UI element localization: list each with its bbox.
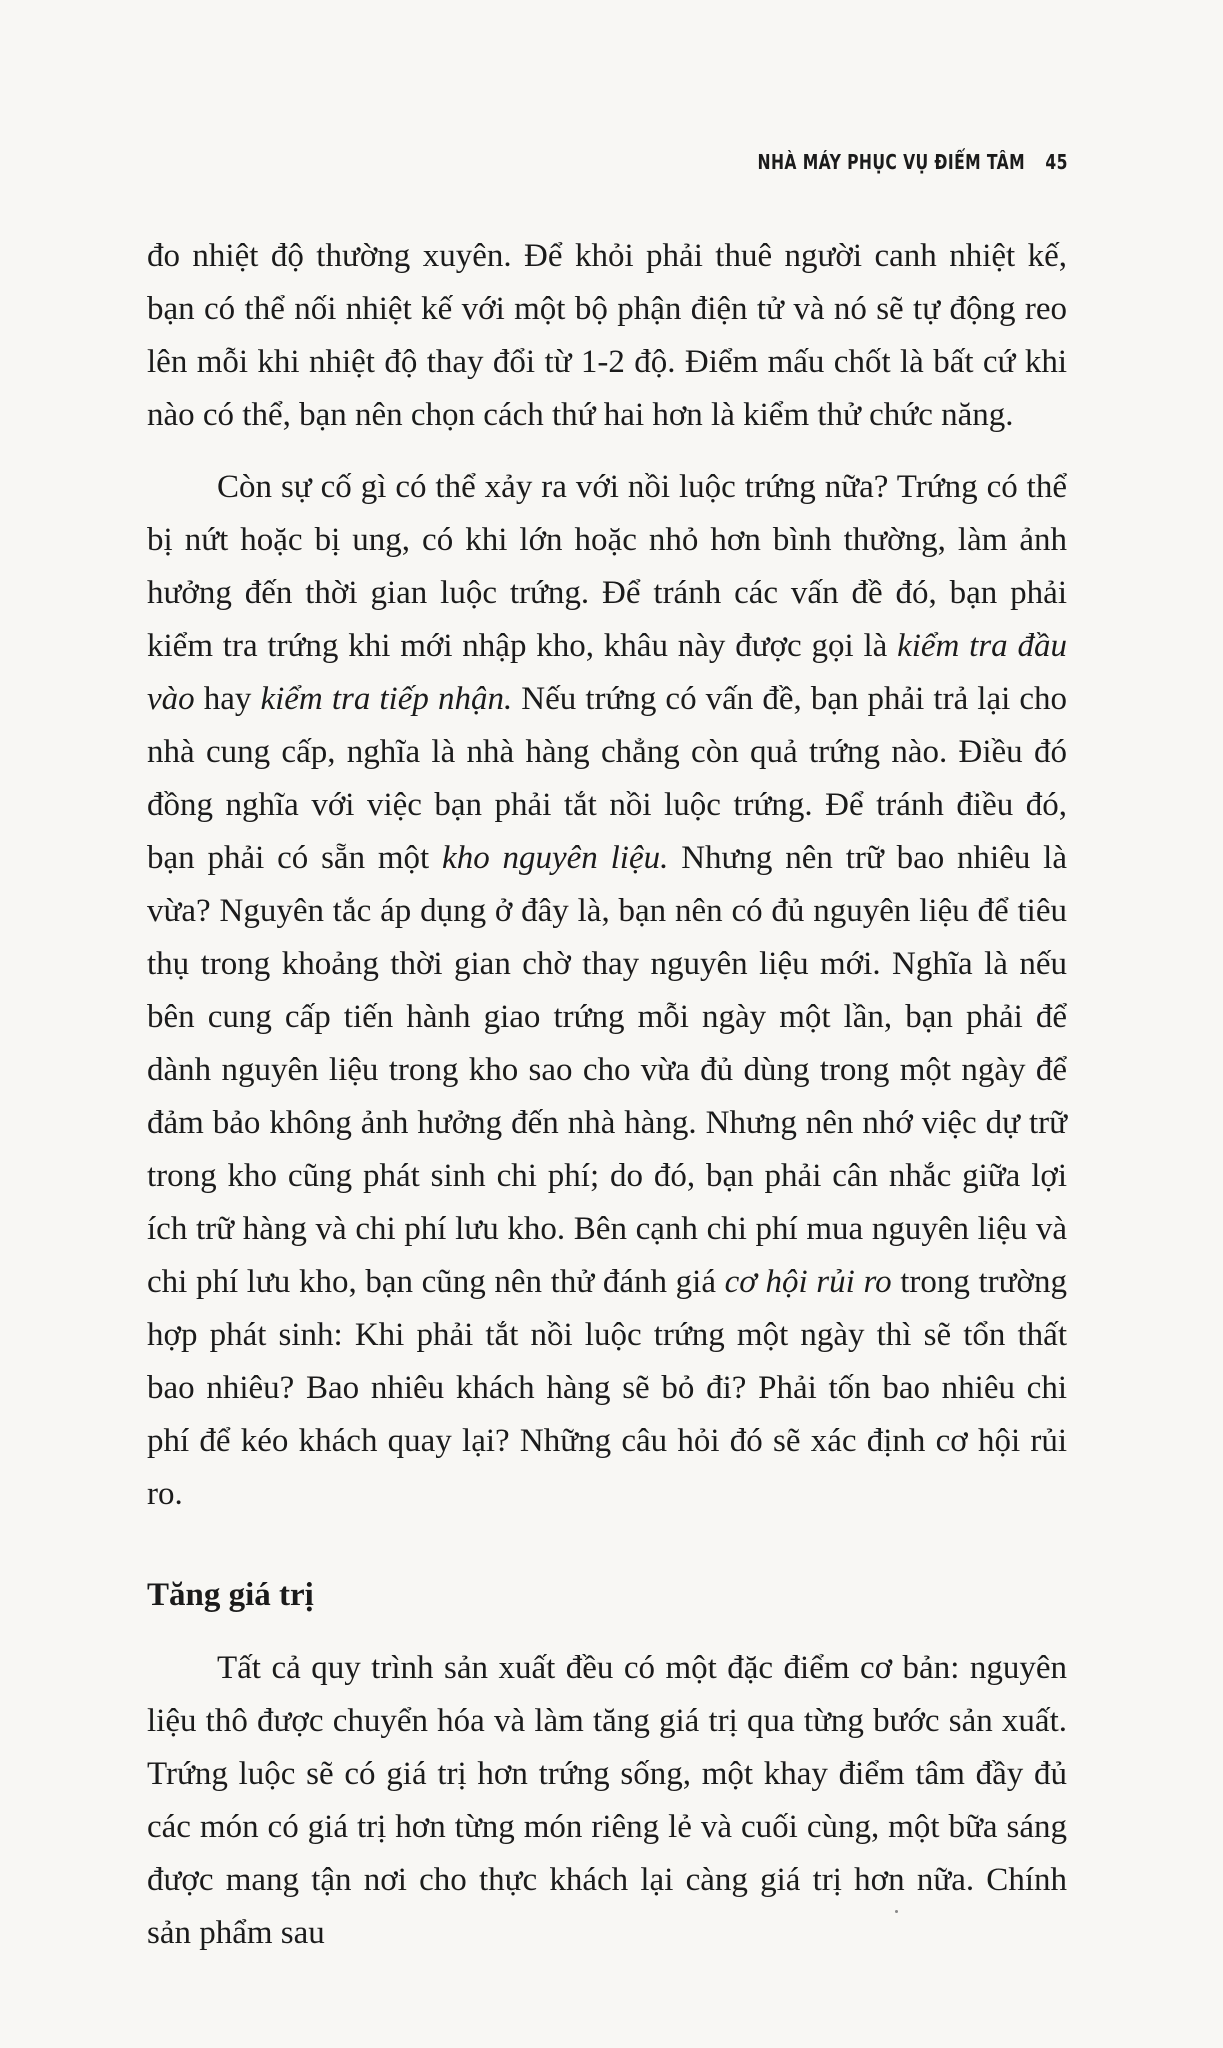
running-head-title: NHÀ MÁY PHỤC VỤ ĐIỂM TÂM [757, 150, 1026, 174]
section-paragraph: Tất cả quy trình sản xuất đều có một đặc điểm cơ bản: nguyên liệu thô được chuyển hóa và làm tăng giá trị qua từng bước sản xuất. Trứng luộc sẽ có giá trị hơn trứng sống, một khay điểm tâm đầy đủ các món có giá trị hơn từng món riêng lẻ và cuối cùng, một bữa sáng được mang tận nơi cho thực khách lại càng giá trị hơn nữa. Chính sản phẩm sau [147, 1650, 1067, 1951]
italic-term-raw-material-inventory: kho nguyên liệu. [442, 840, 669, 876]
italic-term-opportunity-risk: cơ hội rủi ro [724, 1264, 892, 1300]
text-run: hay [194, 681, 261, 717]
text-run: đo nhiệt độ thường xuyên. Để khỏi phải thuê người canh nhiệt kế, bạn có thể nối nhiệt kế với một bộ phận điện tử và nó sẽ tự động reo lên mỗi khi nhiệt độ thay đổi từ 1-2 độ. Điểm mấu chốt là bất cứ khi nào có thể, bạn nên chọn cách thứ hai hơn là kiểm thử chức năng. [147, 238, 1067, 433]
running-head [758, 150, 1068, 174]
text-run: Còn sự cố gì có thể xảy ra với nồi luộc trứng nữa? Trứng có thể bị nứt hoặc bị ung, có khi lớn hoặc nhỏ hơn bình thường, làm ảnh hưởng đến thời gian luộc trứng. Để tránh các vấn đề đó, bạn phải kiểm tra trứng khi mới nhập kho, khâu này được gọi là [147, 469, 1067, 664]
text-run: Nếu trứng có vấn đề, bạn phải trả lại cho nhà cung cấp, nghĩa là nhà hàng chẳng còn quả trứng nào. Điều đó đồng nghĩa với việc bạn phải tắt nồi luộc trứng. Để tránh điều đó, bạn phải có sẵn một [147, 681, 1067, 876]
paragraph-2 [147, 461, 1067, 1521]
text-run: Nhưng nên trữ bao nhiêu là vừa? Nguyên tắc áp dụng ở đây là, bạn nên có đủ nguyên liệu để tiêu thụ trong khoảng thời gian chờ thay nguyên liệu mới. Nghĩa là nếu bên cung cấp tiến hành giao trứng mỗi ngày một lần, bạn phải để dành nguyên liệu trong kho sao cho vừa đủ dùng trong một ngày để đảm bảo không ảnh hưởng đến nhà hàng. Nhưng nên nhớ việc dự trữ trong kho cũng phát sinh chi phí; do đó, bạn phải cân nhắc giữa lợi ích trữ hàng và chi phí lưu kho. Bên cạnh chi phí mua nguyên liệu và chi phí lưu kho, bạn cũng nên thử đánh giá [147, 840, 1067, 1300]
print-speck [895, 1910, 898, 1913]
italic-term-receiving-inspection: kiểm tra tiếp nhận. [260, 681, 513, 717]
section-heading: Tăng giá trị [147, 1577, 314, 1613]
italic-term-incoming-inspection: kiểm tra đầu vào [147, 628, 1067, 717]
text-run: trong trường hợp phát sinh: Khi phải tắt nồi luộc trứng một ngày thì sẽ tổn thất bao nhiêu? Bao nhiêu khách hàng sẽ bỏ đi? Phải tốn bao nhiêu chi phí để kéo khách quay lại? Những câu hỏi đó sẽ xác định cơ hội rủi ro. [147, 1264, 1068, 1512]
page-number: 45 [1045, 150, 1068, 174]
body-text [147, 230, 1067, 1960]
paragraph-1 [147, 230, 1067, 442]
